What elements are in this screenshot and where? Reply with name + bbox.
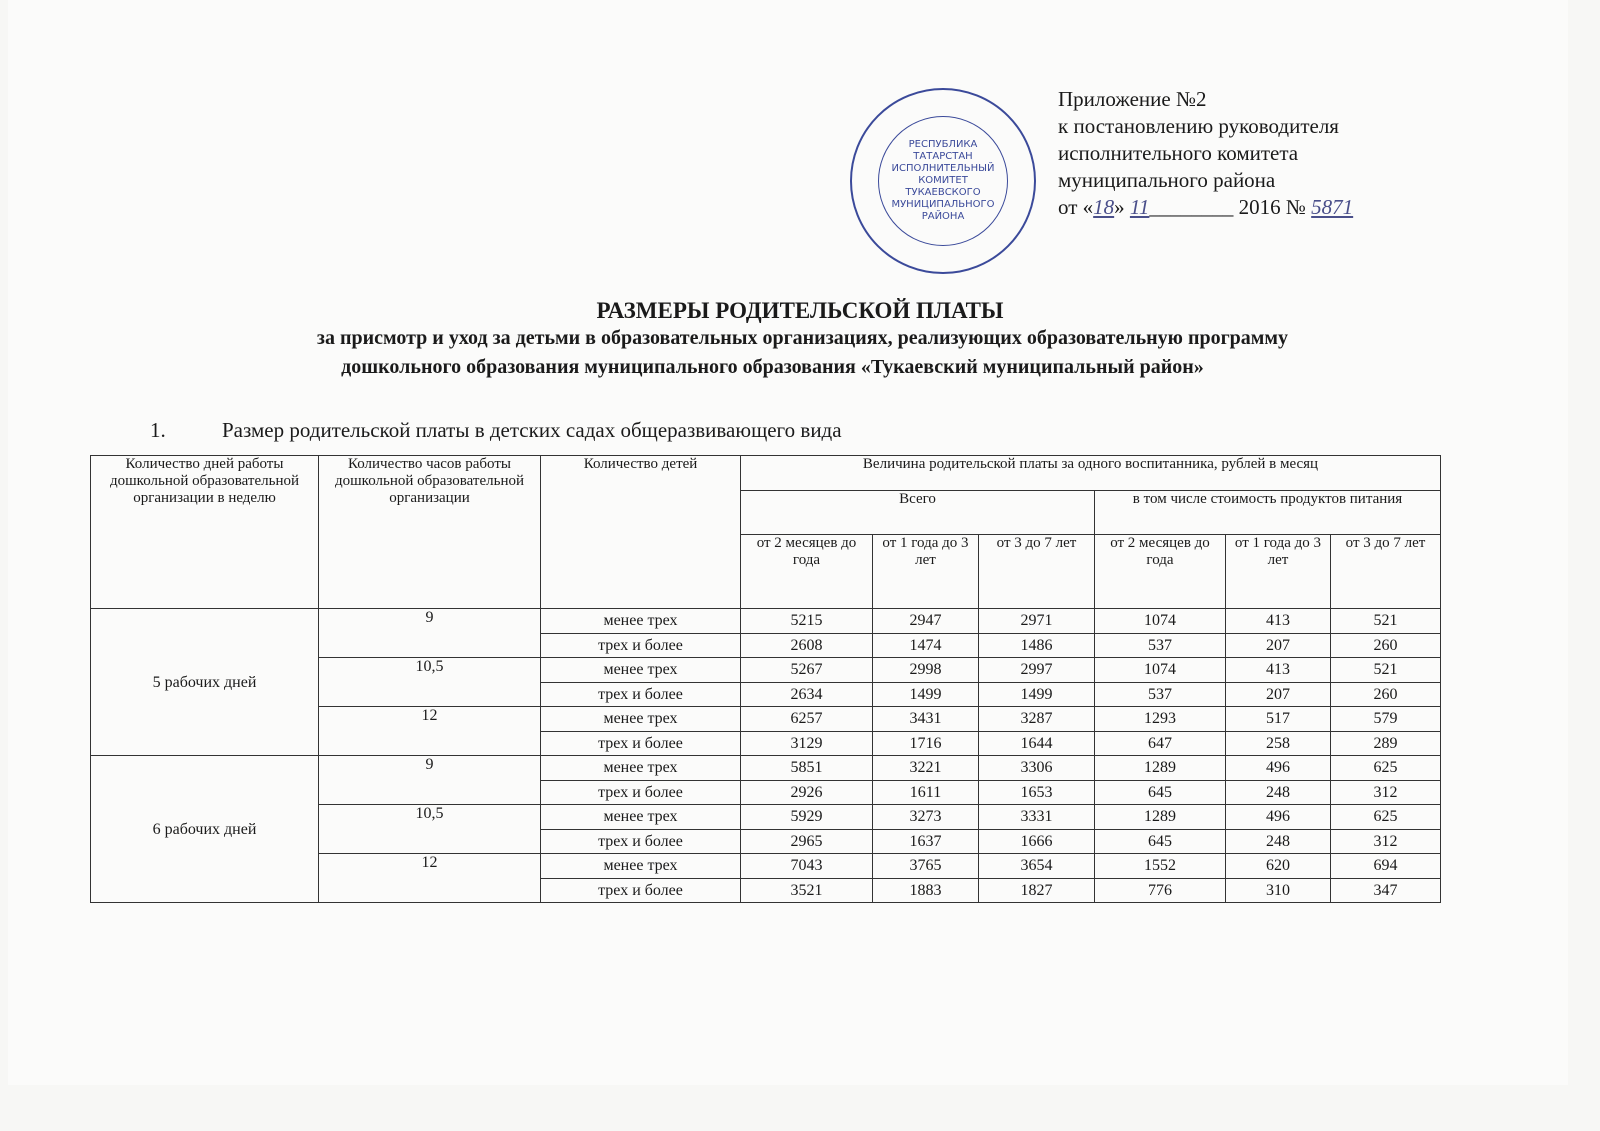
fee-value-cell: 3129 xyxy=(741,731,873,756)
fee-value-cell: 1827 xyxy=(979,878,1095,903)
children-cell: менее трех xyxy=(541,707,741,732)
header-hours: Количество часов работы дошкольной образовательной организации xyxy=(319,456,541,609)
table-row xyxy=(91,756,1441,781)
fee-value-cell: 521 xyxy=(1331,658,1441,683)
header-age: от 3 до 7 лет xyxy=(979,535,1095,609)
fee-value-cell: 579 xyxy=(1331,707,1441,732)
hours-cell: 12 xyxy=(319,707,541,756)
fee-value-cell: 5851 xyxy=(741,756,873,781)
header-fee: Величина родительской платы за одного воспитанника, рублей в месяц xyxy=(741,456,1441,491)
fee-value-cell: 2608 xyxy=(741,633,873,658)
children-cell: трех и более xyxy=(541,829,741,854)
hours-cell: 9 xyxy=(319,756,541,805)
fee-value-cell: 3431 xyxy=(873,707,979,732)
children-cell: трех и более xyxy=(541,731,741,756)
fee-value-cell: 207 xyxy=(1226,682,1331,707)
header-age: от 1 года до 3 лет xyxy=(1226,535,1331,609)
fee-value-cell: 1499 xyxy=(979,682,1095,707)
table-row xyxy=(91,609,1441,634)
fee-value-cell: 3765 xyxy=(873,854,979,879)
fee-value-cell: 496 xyxy=(1226,805,1331,830)
children-cell: менее трех xyxy=(541,854,741,879)
fee-value-cell: 521 xyxy=(1331,609,1441,634)
fee-value-cell: 3287 xyxy=(979,707,1095,732)
fee-value-cell: 537 xyxy=(1095,633,1226,658)
fee-value-cell: 312 xyxy=(1331,829,1441,854)
fee-value-cell: 260 xyxy=(1331,682,1441,707)
fee-value-cell: 1289 xyxy=(1095,805,1226,830)
official-stamp xyxy=(850,88,1036,274)
section-heading xyxy=(150,418,842,443)
fee-value-cell: 5215 xyxy=(741,609,873,634)
fee-value-cell: 7043 xyxy=(741,854,873,879)
children-cell: менее трех xyxy=(541,756,741,781)
header-children: Количество детей xyxy=(541,456,741,609)
fee-value-cell: 517 xyxy=(1226,707,1331,732)
fee-value-cell: 3273 xyxy=(873,805,979,830)
fee-value-cell: 347 xyxy=(1331,878,1441,903)
date-mid: » xyxy=(1114,195,1125,219)
document-subtitle: дошкольного образования муниципального образования «Тукаевский муниципальный район» xyxy=(341,356,1204,378)
fee-value-cell: 1666 xyxy=(979,829,1095,854)
fee-value-cell: 5929 xyxy=(741,805,873,830)
fee-value-cell: 620 xyxy=(1226,854,1331,879)
fee-value-cell: 1611 xyxy=(873,780,979,805)
fee-value-cell: 3331 xyxy=(979,805,1095,830)
header-age: от 2 месяцев до года xyxy=(1095,535,1226,609)
decree-number: 5871 xyxy=(1311,195,1354,219)
children-cell: трех и более xyxy=(541,633,741,658)
children-cell: трех и более xyxy=(541,878,741,903)
hours-cell: 9 xyxy=(319,609,541,658)
fee-value-cell: 645 xyxy=(1095,829,1226,854)
hours-cell: 10,5 xyxy=(319,805,541,854)
fee-value-cell: 2634 xyxy=(741,682,873,707)
fee-value-cell: 413 xyxy=(1226,609,1331,634)
section-text: Размер родительской платы в детских садах общеразвивающего вида xyxy=(222,418,842,442)
fee-value-cell: 647 xyxy=(1095,731,1226,756)
fee-value-cell: 248 xyxy=(1226,829,1331,854)
document-subtitle: за присмотр и уход за детьми в образовательных организациях, реализующих образовательную программу xyxy=(316,327,1289,349)
annex-date xyxy=(1058,194,1353,221)
header-age: от 3 до 7 лет xyxy=(1331,535,1441,609)
fee-value-cell: 289 xyxy=(1331,731,1441,756)
fee-value-cell: 694 xyxy=(1331,854,1441,879)
fee-value-cell: 3221 xyxy=(873,756,979,781)
fee-value-cell: 260 xyxy=(1331,633,1441,658)
days-cell: 5 рабочих дней xyxy=(91,609,319,756)
fee-value-cell: 625 xyxy=(1331,805,1441,830)
annex-line: Приложение №2 xyxy=(1058,87,1207,111)
fee-value-cell: 310 xyxy=(1226,878,1331,903)
days-cell: 6 рабочих дней xyxy=(91,756,319,903)
children-cell: менее трех xyxy=(541,609,741,634)
fee-value-cell: 2965 xyxy=(741,829,873,854)
hours-cell: 10,5 xyxy=(319,658,541,707)
fee-value-cell: 3521 xyxy=(741,878,873,903)
fee-value-cell: 6257 xyxy=(741,707,873,732)
header-total: Всего xyxy=(741,491,1095,535)
fee-value-cell: 1552 xyxy=(1095,854,1226,879)
date-year: ________ 2016 № xyxy=(1149,195,1306,219)
fee-value-cell: 413 xyxy=(1226,658,1331,683)
hours-cell: 12 xyxy=(319,854,541,903)
date-prefix: от « xyxy=(1058,195,1094,219)
header-age: от 1 года до 3 лет xyxy=(873,535,979,609)
fee-value-cell: 1289 xyxy=(1095,756,1226,781)
children-cell: трех и более xyxy=(541,780,741,805)
document-title: РАЗМЕРЫ РОДИТЕЛЬСКОЙ ПЛАТЫ xyxy=(596,298,1004,323)
annex-line: исполнительного комитета xyxy=(1058,141,1299,165)
fee-value-cell: 1074 xyxy=(1095,658,1226,683)
fee-value-cell: 5267 xyxy=(741,658,873,683)
fee-value-cell: 312 xyxy=(1331,780,1441,805)
annex-line: к постановлению руководителя xyxy=(1058,114,1339,138)
fee-value-cell: 248 xyxy=(1226,780,1331,805)
fee-table xyxy=(90,455,1441,903)
fee-value-cell: 2926 xyxy=(741,780,873,805)
fee-value-cell: 537 xyxy=(1095,682,1226,707)
annex-line: муниципального района xyxy=(1058,168,1276,192)
fee-value-cell: 625 xyxy=(1331,756,1441,781)
fee-value-cell: 3306 xyxy=(979,756,1095,781)
fee-value-cell: 3654 xyxy=(979,854,1095,879)
fee-value-cell: 645 xyxy=(1095,780,1226,805)
fee-value-cell: 2947 xyxy=(873,609,979,634)
fee-value-cell: 1653 xyxy=(979,780,1095,805)
children-cell: менее трех xyxy=(541,805,741,830)
fee-value-cell: 2998 xyxy=(873,658,979,683)
children-cell: менее трех xyxy=(541,658,741,683)
fee-value-cell: 1486 xyxy=(979,633,1095,658)
fee-value-cell: 1474 xyxy=(873,633,979,658)
children-cell: трех и более xyxy=(541,682,741,707)
fee-value-cell: 207 xyxy=(1226,633,1331,658)
fee-value-cell: 776 xyxy=(1095,878,1226,903)
header-age: от 2 месяцев до года xyxy=(741,535,873,609)
annex-header xyxy=(1058,86,1353,221)
section-number: 1. xyxy=(150,418,166,442)
fee-value-cell: 1637 xyxy=(873,829,979,854)
header-days: Количество дней работы дошкольной образовательной организации в неделю xyxy=(91,456,319,609)
fee-value-cell: 1883 xyxy=(873,878,979,903)
fee-value-cell: 1716 xyxy=(873,731,979,756)
fee-value-cell: 1293 xyxy=(1095,707,1226,732)
fee-value-cell: 1644 xyxy=(979,731,1095,756)
fee-value-cell: 1074 xyxy=(1095,609,1226,634)
fee-value-cell: 1499 xyxy=(873,682,979,707)
fee-value-cell: 258 xyxy=(1226,731,1331,756)
stamp-text: РЕСПУБЛИКА ТАТАРСТАН ИСПОЛНИТЕЛЬНЫЙ КОМИТЕТ ТУКАЕВСКОГО МУНИЦИПАЛЬНОГО РАЙОНА xyxy=(891,139,995,222)
header-food: в том числе стоимость продуктов питания xyxy=(1095,491,1441,535)
fee-value-cell: 2997 xyxy=(979,658,1095,683)
date-day: 18 xyxy=(1093,195,1115,219)
stamp-inner-ring xyxy=(878,116,1008,246)
date-month: 11 xyxy=(1129,195,1150,219)
fee-value-cell: 2971 xyxy=(979,609,1095,634)
fee-value-cell: 496 xyxy=(1226,756,1331,781)
